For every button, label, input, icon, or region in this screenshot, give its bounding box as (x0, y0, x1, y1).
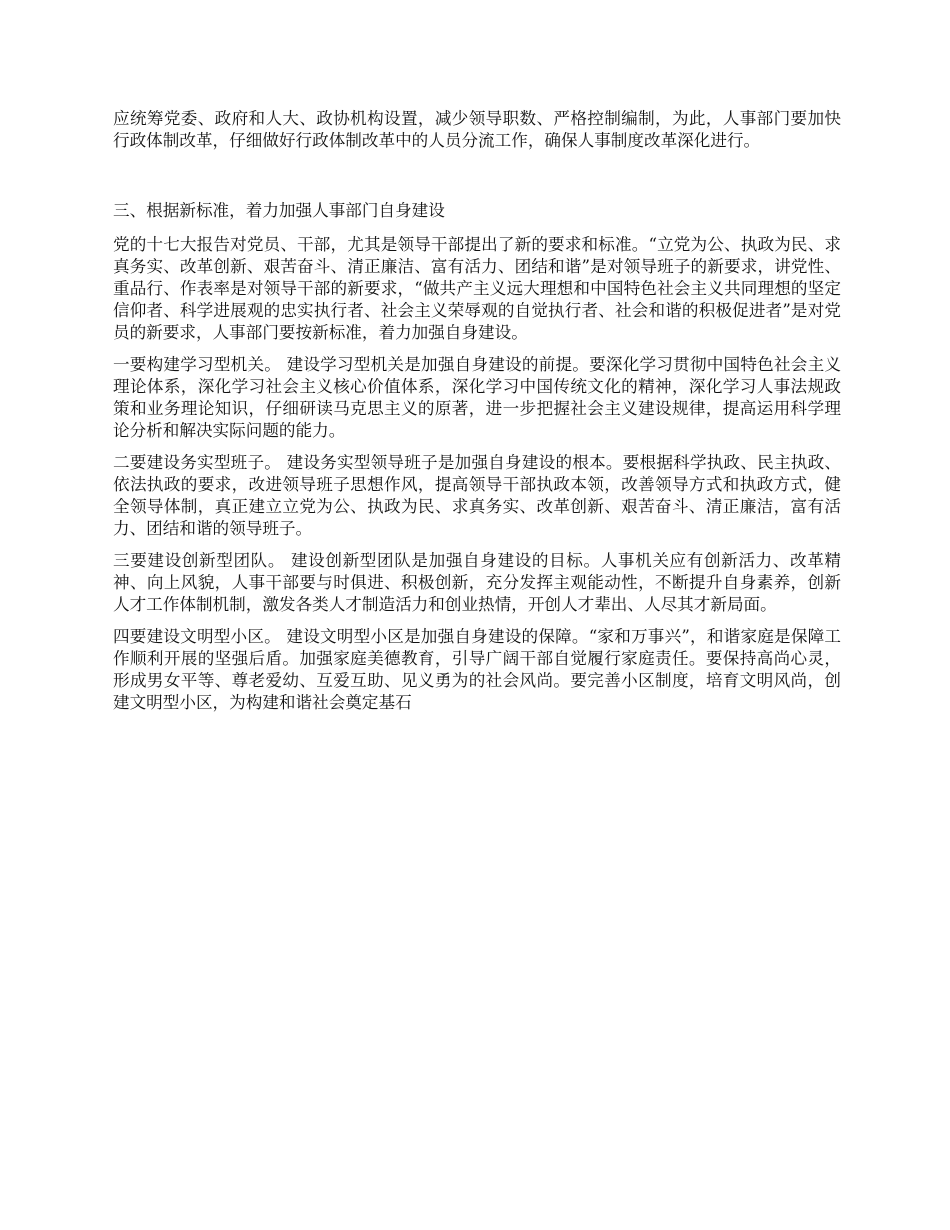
item-lead: 三要建设创新型团队。 (113, 551, 286, 570)
item-lead: 四要建设文明型小区。 (113, 627, 281, 646)
item-body: 建设文明型小区是加强自身建设的保障。“家和万事兴”，和谐家庭是保障工作顺利开展的坚强后盾。加强家庭美德教育，引导广阔干部自觉履行家庭责任。要保持高尚心灵，形成男女平等、尊老爱幼、互爱互助、见义勇为的社会风尚。要完善小区制度，培育文明风尚，创建文明型小区，为构建和谐社会奠定基石 (113, 627, 842, 712)
intro-paragraph: 应统筹党委、政府和人大、政协机构设置，减少领导职数、严格控制编制，为此，人事部门要加快行政体制改革，仔细做好行政体制改革中的人员分流工作，确保人事制度改革深化进行。 (113, 109, 841, 150)
section-intro-paragraph: 党的十七大报告对党员、干部，尤其是领导干部提出了新的要求和标准。“立党为公、执政为民、求真务实、改革创新、艰苦奋斗、清正廉洁、富有活力、团结和谐”是对领导班子的新要求，讲党性、重品行、作表率是对领导干部的新要求，“做共产主义远大理想和中国特色社会主义共同理想的坚定信仰者、科学进展观的忠实执行者、社会主义荣辱观的自觉执行者、社会和谐的积极促进者”是对党员的新要求，人事部门要按新标准，着力加强自身建设。 (113, 235, 841, 342)
item-paragraph-civilized (113, 626, 841, 714)
item-paragraph-learning (113, 354, 841, 442)
document-page (113, 108, 841, 724)
item-body: 建设学习型机关是加强自身建设的前提。要深化学习贯彻中国特色社会主义理论体系，深化学习社会主义核心价值体系，深化学习中国传统文化的精神，深化学习人事法规政策和业务理论知识，仔细研读马克思主义的原著，进一步把握社会主义建设规律，提高运用科学理论分析和解决实际问题的能力。 (113, 355, 841, 440)
item-body: 建设创新型团队是加强自身建设的目标。人事机关应有创新活力、改革精神、向上风貌，人事干部要与时俱进、积极创新，充分发挥主观能动性，不断提升自身素养，创新人才工作体制机制，激发各类人才制造活力和创业热情，开创人才辈出、人尽其才新局面。 (113, 551, 841, 614)
item-lead: 一要构建学习型机关。 (113, 355, 282, 374)
item-lead: 二要建设务实型班子。 (113, 453, 282, 472)
item-paragraph-innovative (113, 550, 841, 616)
section-heading: 三、根据新标准，着力加强人事部门自身建设 (113, 201, 445, 220)
item-paragraph-pragmatic (113, 452, 841, 540)
item-body: 建设务实型领导班子是加强自身建设的根本。要根据科学执政、民主执政、依法执政的要求，改进领导班子思想作风，提高领导干部执政本领，改善领导方式和执政方式，健全领导体制，真正建立立党为公、执政为民、求真务实、改革创新、艰苦奋斗、清正廉洁，富有活力、团结和谐的领导班子。 (113, 453, 841, 538)
